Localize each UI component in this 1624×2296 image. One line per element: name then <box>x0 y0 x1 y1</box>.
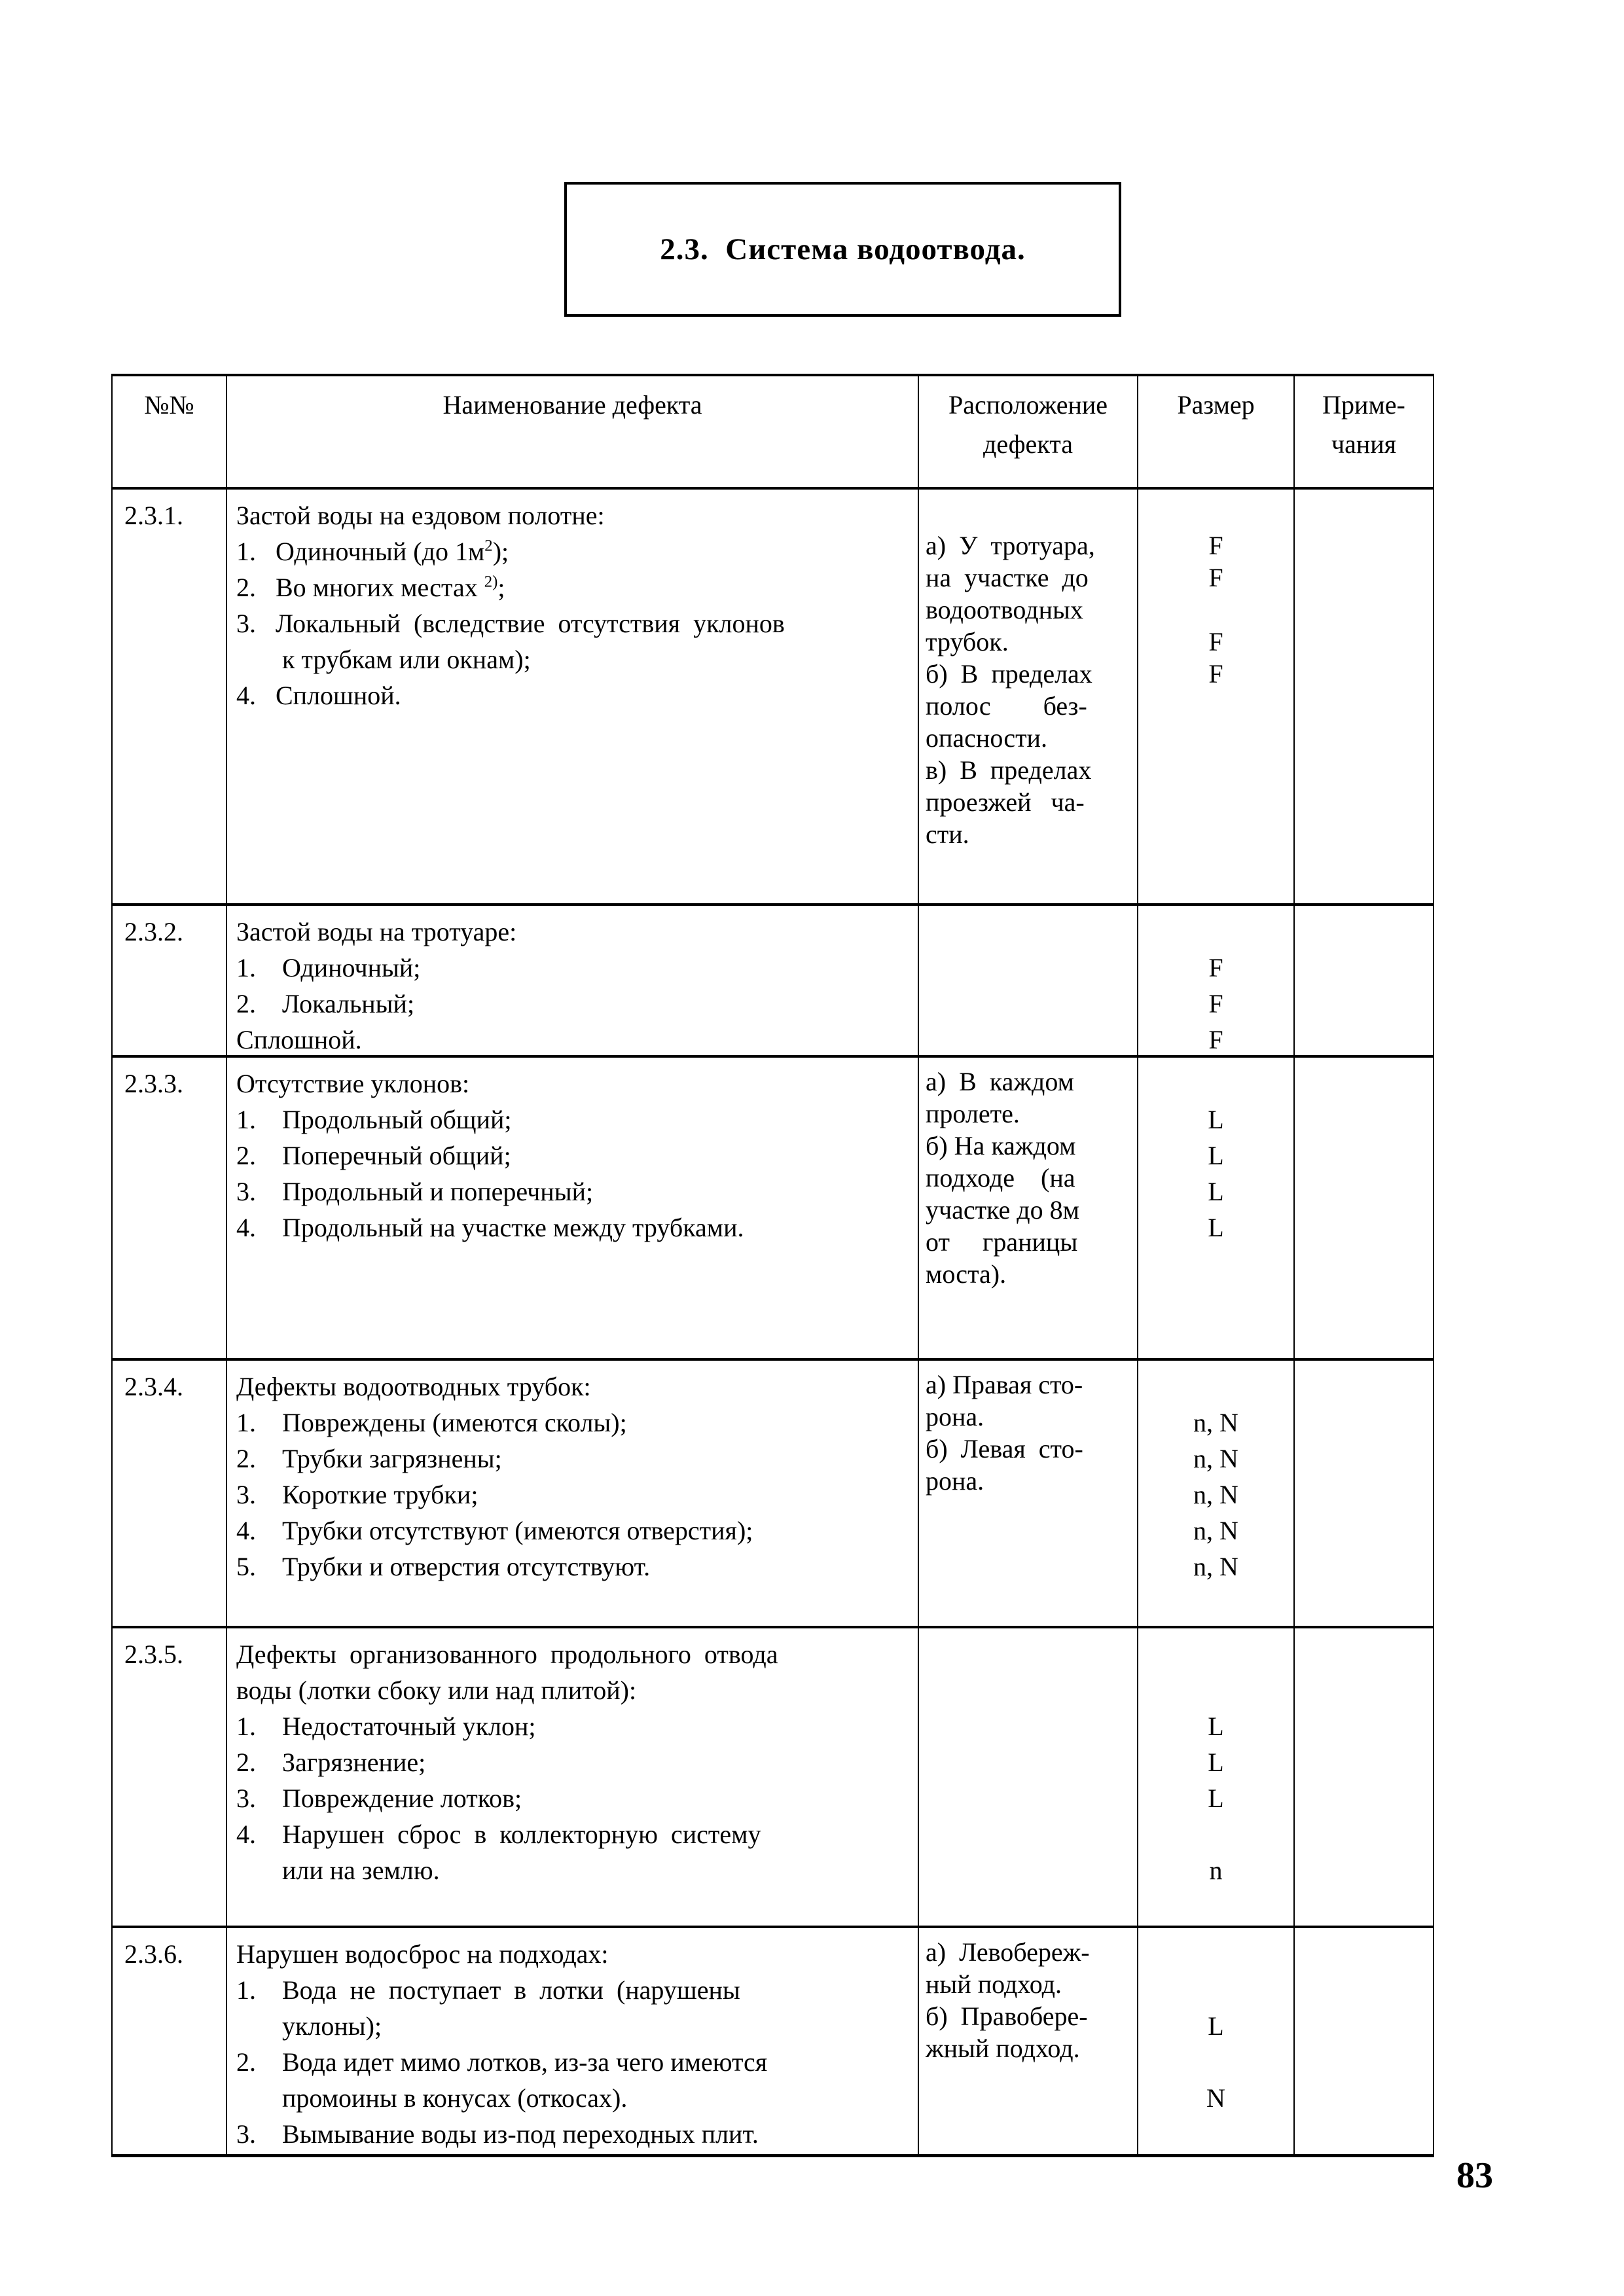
text-line: б) На каждом <box>926 1131 1076 1160</box>
table-row-2.3.6 <box>113 1928 1433 2154</box>
text-line: 3. Короткие трубки; <box>236 1480 478 1509</box>
text-line: 4. Продольный на участке между трубками. <box>236 1213 744 1242</box>
text-line: в) В пределах <box>926 755 1092 785</box>
text-line: n, N <box>1193 1444 1238 1473</box>
text-line: Дефекты водоотводных трубок: <box>236 1372 591 1401</box>
text-line: промоины в конусах (откосах). <box>236 2083 628 2113</box>
text-line: Расположение <box>948 390 1108 420</box>
table-row-2.3.5 <box>113 1628 1433 1928</box>
text-line: 2. Во многих местах $^{2)}$; <box>236 573 505 602</box>
text-line: F <box>1208 563 1223 592</box>
text-line: L <box>1208 1784 1224 1813</box>
header-size <box>1138 376 1295 487</box>
text-line: проезжей ча- <box>926 787 1085 817</box>
cell-location <box>919 1361 1138 1626</box>
table-row-2.3.2 <box>113 906 1433 1058</box>
cell-defect-name <box>227 490 919 903</box>
text-line: 1. Повреждены (имеются сколы); <box>236 1408 627 1437</box>
text-line: к трубкам или окнам); <box>236 645 531 674</box>
text-line: от границы <box>926 1227 1078 1257</box>
table-row-2.3.1 <box>113 490 1433 906</box>
text-line: 2.3.3. <box>124 1069 183 1098</box>
cell-size <box>1138 490 1295 903</box>
cell-notes <box>1295 490 1433 903</box>
cell-notes <box>1295 906 1433 1055</box>
text-line: 2.3.6. <box>124 1939 183 1969</box>
text-line: 3. Локальный (вследствие отсутствия уклонов <box>236 609 785 638</box>
text-line: 2. Поперечный общий; <box>236 1141 511 1170</box>
text-line: 2.3.5. <box>124 1640 183 1669</box>
text-line: L <box>1208 1213 1224 1242</box>
cell-number <box>113 490 227 903</box>
text-line: 2.3.1. <box>124 501 183 530</box>
text-line: рона. <box>926 1402 984 1431</box>
cell-notes <box>1295 1058 1433 1358</box>
text-line: моста). <box>926 1259 1007 1289</box>
text-line <box>1138 1816 1293 1852</box>
text-line: F <box>1208 531 1223 560</box>
text-line: 2. Загрязнение; <box>236 1748 426 1777</box>
text-line: 2. Трубки загрязнены; <box>236 1444 502 1473</box>
text-line: Сплошной. <box>236 1025 362 1054</box>
cell-defect-name <box>227 906 919 1055</box>
cell-location <box>919 1058 1138 1358</box>
text-line: 2.3.2. <box>124 917 183 946</box>
text-line: 1. Вода не поступает в лотки (нарушены <box>236 1975 740 2005</box>
text-line <box>1138 1066 1293 1102</box>
cell-number <box>113 1928 227 2154</box>
text-line: L <box>1208 1141 1224 1170</box>
header-notes <box>1295 376 1433 487</box>
cell-size <box>1138 1058 1295 1358</box>
text-line: Застой воды на тротуаре: <box>236 917 517 946</box>
text-line: n <box>1209 1856 1223 1885</box>
text-line: б) В пределах <box>926 659 1092 689</box>
text-line: n, N <box>1193 1480 1238 1509</box>
text-line: на участке до <box>926 563 1089 592</box>
table-row-2.3.3 <box>113 1058 1433 1361</box>
text-line: L <box>1208 1712 1224 1741</box>
text-line: а) Правая сто- <box>926 1370 1083 1399</box>
cell-notes <box>1295 1928 1433 2154</box>
section-title: 2.3. Система водоотвода. <box>660 232 1026 266</box>
text-line: чания <box>1331 429 1397 459</box>
text-line: 4. Сплошной. <box>236 681 401 710</box>
text-line: 1. Недостаточный уклон; <box>236 1712 536 1741</box>
text-line: 4. Нарушен сброс в коллекторную систему <box>236 1820 761 1849</box>
text-line: сти. <box>926 819 969 849</box>
text-line: жный подход. <box>926 2034 1080 2063</box>
cell-location <box>919 1928 1138 2154</box>
cell-defect-name <box>227 1628 919 1926</box>
text-line: 4. Трубки отсутствуют (имеются отверстия); <box>236 1516 753 1545</box>
text-line: пролете. <box>926 1099 1020 1128</box>
cell-defect-name <box>227 1058 919 1358</box>
text-line: F <box>1208 659 1223 689</box>
text-line: уклоны); <box>236 2011 382 2041</box>
text-line: Приме- <box>1322 390 1405 420</box>
text-line: водоотводных <box>926 595 1083 624</box>
text-line <box>1138 1972 1293 2008</box>
cell-defect-name <box>227 1361 919 1626</box>
text-line: Дефекты организованного продольного отвода <box>236 1640 778 1669</box>
text-line: подходе (на <box>926 1163 1075 1193</box>
text-line: n, N <box>1193 1552 1238 1581</box>
text-line <box>1138 594 1293 626</box>
text-line: б) Левая сто- <box>926 1434 1083 1463</box>
text-line: Нарушен водосброс на подходах: <box>236 1939 609 1969</box>
cell-number <box>113 1361 227 1626</box>
cell-notes <box>1295 1628 1433 1926</box>
text-line: n, N <box>1193 1408 1238 1437</box>
text-line <box>1138 497 1293 529</box>
text-line: L <box>1208 1105 1224 1134</box>
text-line: полос без- <box>926 691 1087 721</box>
text-line: б) Правобере- <box>926 2001 1088 2031</box>
text-line: опасности. <box>926 723 1047 753</box>
text-line: участке до 8м <box>926 1195 1079 1225</box>
defects-table <box>111 374 1434 2157</box>
cell-defect-name <box>227 1928 919 2154</box>
table-header-row <box>113 376 1433 490</box>
text-line <box>1138 1636 1293 1672</box>
text-line: L <box>1208 1748 1224 1777</box>
text-line: рона. <box>926 1466 984 1496</box>
text-line: F <box>1208 953 1223 982</box>
text-line: или на землю. <box>236 1856 440 1885</box>
text-line: 2. Локальный; <box>236 989 415 1018</box>
text-line: воды (лотки сбоку или над плитой): <box>236 1676 637 1705</box>
text-line: N <box>1206 2083 1225 2113</box>
text-line <box>1138 2116 1293 2152</box>
header-num <box>113 376 227 487</box>
text-line: 1. Одиночный (до $1м^2$); <box>236 537 509 566</box>
cell-size <box>1138 906 1295 1055</box>
text-line: 3. Повреждение лотков; <box>236 1784 522 1813</box>
text-line: а) У тротуара, <box>926 531 1095 560</box>
text-line: 1. Продольный общий; <box>236 1105 512 1134</box>
text-line: n, N <box>1193 1516 1238 1545</box>
cell-number <box>113 906 227 1055</box>
text-line <box>1138 1936 1293 1972</box>
text-line: L <box>1208 1177 1224 1206</box>
text-line <box>1138 1672 1293 1708</box>
text-line: 2.3.4. <box>124 1372 183 1401</box>
section-title-box <box>564 182 1121 317</box>
cell-size <box>1138 1628 1295 1926</box>
header-defect-name <box>227 376 919 487</box>
text-line: а) Левобереж- <box>926 1937 1090 1967</box>
cell-location <box>919 1628 1138 1926</box>
cell-location <box>919 906 1138 1055</box>
text-line: 3. Вымывание воды из-под переходных плит. <box>236 2119 759 2149</box>
text-line: Застой воды на ездовом полотне: <box>236 501 605 530</box>
page-number: 83 <box>1456 2155 1493 2196</box>
text-line: 2. Вода идет мимо лотков, из-за чего имеются <box>236 2047 768 2077</box>
text-line: F <box>1208 989 1223 1018</box>
text-line: а) В каждом <box>926 1067 1074 1096</box>
text-line: Наименование дефекта <box>442 390 702 420</box>
header-location <box>919 376 1138 487</box>
cell-number <box>113 1628 227 1926</box>
cell-notes <box>1295 1361 1433 1626</box>
text-line: L <box>1208 2011 1224 2041</box>
text-line: Размер <box>1177 390 1255 420</box>
cell-size <box>1138 1361 1295 1626</box>
text-line <box>926 497 1133 529</box>
text-line: дефекта <box>983 429 1073 459</box>
text-line: ный подход. <box>926 1969 1062 1999</box>
cell-size <box>1138 1928 1295 2154</box>
text-line <box>1138 2044 1293 2080</box>
text-line: 1. Одиночный; <box>236 953 421 982</box>
text-line: 5. Трубки и отверстия отсутствуют. <box>236 1552 651 1581</box>
text-line: трубок. <box>926 627 1009 656</box>
text-line <box>1138 1369 1293 1405</box>
text-line: 3. Продольный и поперечный; <box>236 1177 594 1206</box>
text-line: F <box>1208 1025 1223 1054</box>
table-row-2.3.4 <box>113 1361 1433 1628</box>
text-line: Отсутствие уклонов: <box>236 1069 470 1098</box>
text-line: №№ <box>144 390 194 420</box>
cell-number <box>113 1058 227 1358</box>
text-line <box>1138 914 1293 950</box>
text-line: F <box>1208 627 1223 656</box>
cell-location <box>919 490 1138 903</box>
